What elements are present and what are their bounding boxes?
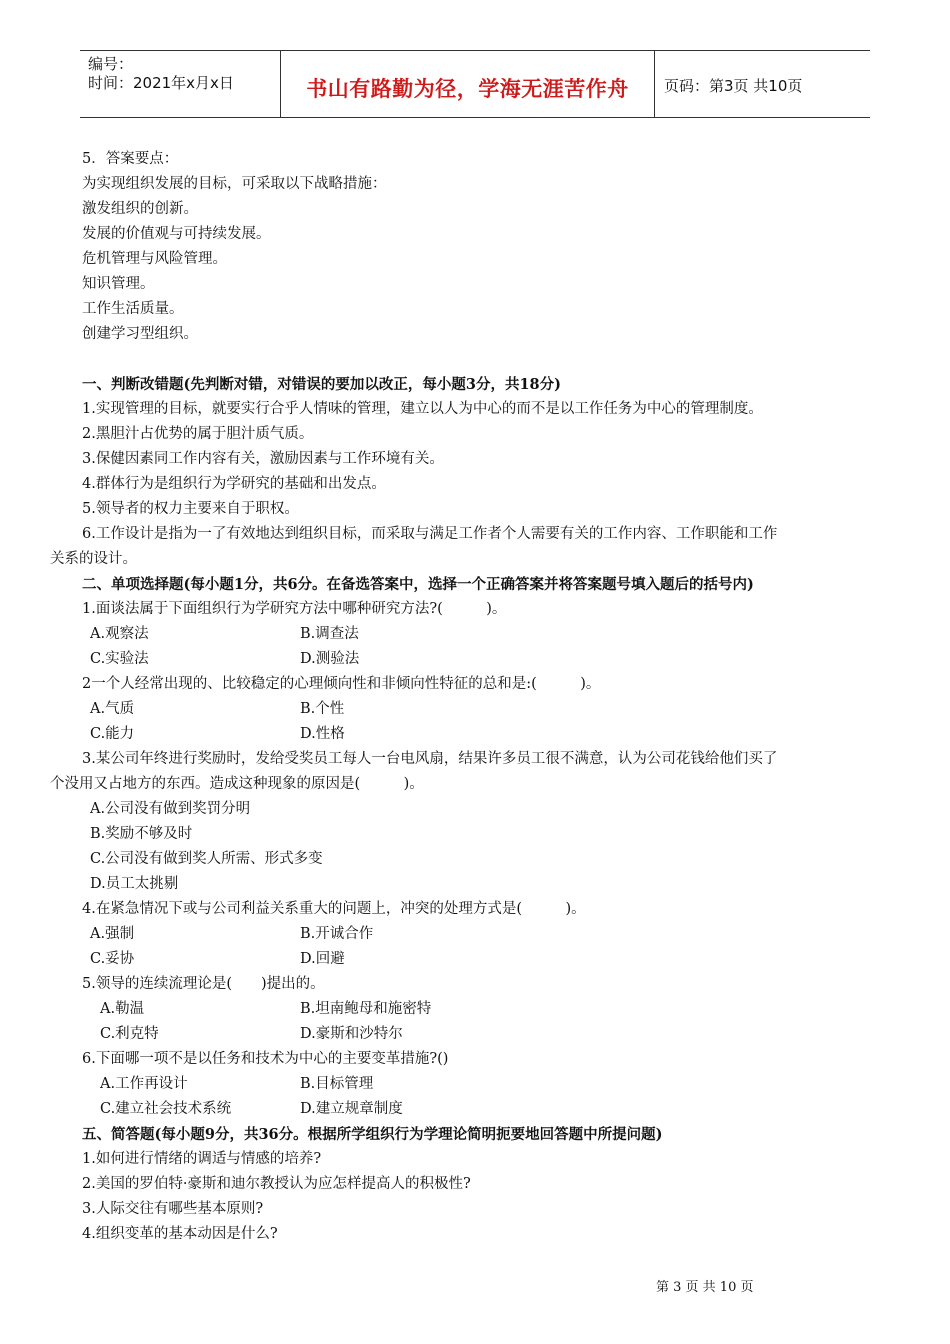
option-d: D.建立规章制度 — [300, 1101, 403, 1117]
option-b: B.调查法 — [300, 626, 359, 642]
answer-line: 工作生活质量。 — [82, 301, 184, 317]
option-d: D.性格 — [300, 726, 345, 742]
options-row — [82, 1022, 902, 1047]
answer-line: 知识管理。 — [82, 276, 155, 292]
page-header — [80, 50, 870, 118]
option-b: B.坦南鲍母和施密特 — [300, 1001, 432, 1017]
option-b: B.奖励不够及时 — [90, 826, 193, 842]
section5-item: 3.人际交往有哪些基本原则? — [82, 1201, 264, 1217]
answer-line: 发展的价值观与可持续发展。 — [82, 226, 271, 242]
option-a: A.观察法 — [90, 626, 149, 642]
answer-line: 创建学习型组织。 — [82, 326, 198, 342]
option-a: A.气质 — [90, 701, 135, 717]
section5-item: 4.组织变革的基本动因是什么? — [82, 1226, 278, 1242]
section1-item: 4.群体行为是组织行为学研究的基础和出发点。 — [82, 476, 386, 492]
question-1: 1.面谈法属于下面组织行为学研究方法中哪种研究方法?( )。 — [82, 601, 507, 617]
page-label: 页码：第3页 共10页 — [664, 77, 803, 95]
options-row — [82, 997, 902, 1022]
section1-item: 1.实现管理的目标，就要实行合乎人情味的管理，建立以人为中心的而不是以工作任务为中心的管理制度。 — [82, 401, 763, 417]
section5-item: 1.如何进行情绪的调适与情感的培养? — [82, 1151, 322, 1167]
date-label: 时间：2021年x月x日 — [88, 74, 234, 92]
section1-item: 3.保健因素同工作内容有关，激励因素与工作环境有关。 — [82, 451, 444, 467]
options-row — [82, 1072, 902, 1097]
section1-title: 一、判断改错题(先判断对错，对错误的要加以改正，每小题3分，共18分) — [82, 376, 561, 393]
answer-line: 激发组织的创新。 — [82, 201, 198, 217]
section1-item: 5.领导者的权力主要来自于职权。 — [82, 501, 299, 517]
options-row — [82, 697, 902, 722]
options-row — [82, 647, 902, 672]
motto-text: 书山有路勤为径，学海无涯苦作舟 — [306, 77, 629, 101]
answer-title: 5．答案要点： — [82, 151, 179, 167]
option-d: D.测验法 — [300, 651, 360, 667]
option-c: C.实验法 — [90, 651, 149, 667]
option-d: D.回避 — [300, 951, 345, 967]
section5-item: 2.美国的罗伯特·豪斯和迪尔教授认为应怎样提高人的积极性? — [82, 1176, 471, 1192]
question-6: 6.下面哪一项不是以任务和技术为中心的主要变革措施?() — [82, 1051, 449, 1067]
option-c: C.妥协 — [90, 951, 135, 967]
question-2: 2一个人经常出现的、比较稳定的心理倾向性和非倾向性特征的总和是:( )。 — [82, 676, 601, 692]
section5-title: 五、简答题(每小题9分，共36分。根据所学组织行为学理论简明扼要地回答题中所提问题) — [82, 1126, 663, 1143]
question-5: 5.领导的连续流理论是( )提出的。 — [82, 976, 325, 992]
question-3-line1: 3.某公司年终进行奖励时，发给受奖员工每人一台电风扇，结果许多员工很不满意，认为公司花钱给他们买了 — [82, 751, 778, 767]
option-a: A.公司没有做到奖罚分明 — [90, 801, 251, 817]
option-b: B.个性 — [300, 701, 345, 717]
option-a: A.工作再设计 — [100, 1076, 188, 1092]
section1-item6-line1: 6.工作设计是指为一了有效地达到组织目标，而采取与满足工作者个人需要有关的工作内容、工作职能和工作 — [82, 526, 778, 542]
option-d: D.豪斯和沙特尔 — [300, 1026, 403, 1042]
options-row — [82, 922, 902, 947]
section2-title: 二、单项选择题(每小题1分，共6分。在备选答案中，选择一个正确答案并将答案题号填入题后的括号内) — [82, 576, 754, 593]
option-c: C.能力 — [90, 726, 135, 742]
answer-line: 为实现组织发展的目标，可采取以下战略措施： — [82, 176, 387, 192]
options-row — [82, 947, 902, 972]
blank-line — [82, 347, 902, 372]
question-4: 4.在紧急情况下或与公司利益关系重大的问题上，冲突的处理方式是( )。 — [82, 901, 586, 917]
option-c: C.公司没有做到奖人所需、形式多变 — [90, 851, 323, 867]
header-page-cell — [655, 51, 870, 117]
header-meta-cell — [80, 51, 281, 117]
header-motto-cell — [281, 51, 655, 117]
options-row — [82, 1097, 902, 1122]
options-row — [82, 622, 902, 647]
section1-item: 2.黑胆汁占优势的属于胆汁质气质。 — [82, 426, 314, 442]
options-row — [82, 722, 902, 747]
answer-line: 危机管理与风险管理。 — [82, 251, 227, 267]
option-a: A.强制 — [90, 926, 135, 942]
code-label: 编号： — [88, 55, 134, 73]
option-c: C.建立社会技术系统 — [100, 1101, 232, 1117]
option-d: D.员工太挑剔 — [90, 876, 179, 892]
option-a: A.勒温 — [100, 1001, 145, 1017]
page-footer: 第 3 页 共 10 页 — [656, 1280, 754, 1295]
section1-item6-line2: 关系的设计。 — [50, 551, 137, 567]
document-body — [50, 147, 902, 1247]
option-b: B.目标管理 — [300, 1076, 374, 1092]
question-3-line2: 个没用又占地方的东西。造成这种现象的原因是( )。 — [50, 776, 424, 792]
option-b: B.开诚合作 — [300, 926, 374, 942]
option-c: C.利克特 — [100, 1026, 159, 1042]
